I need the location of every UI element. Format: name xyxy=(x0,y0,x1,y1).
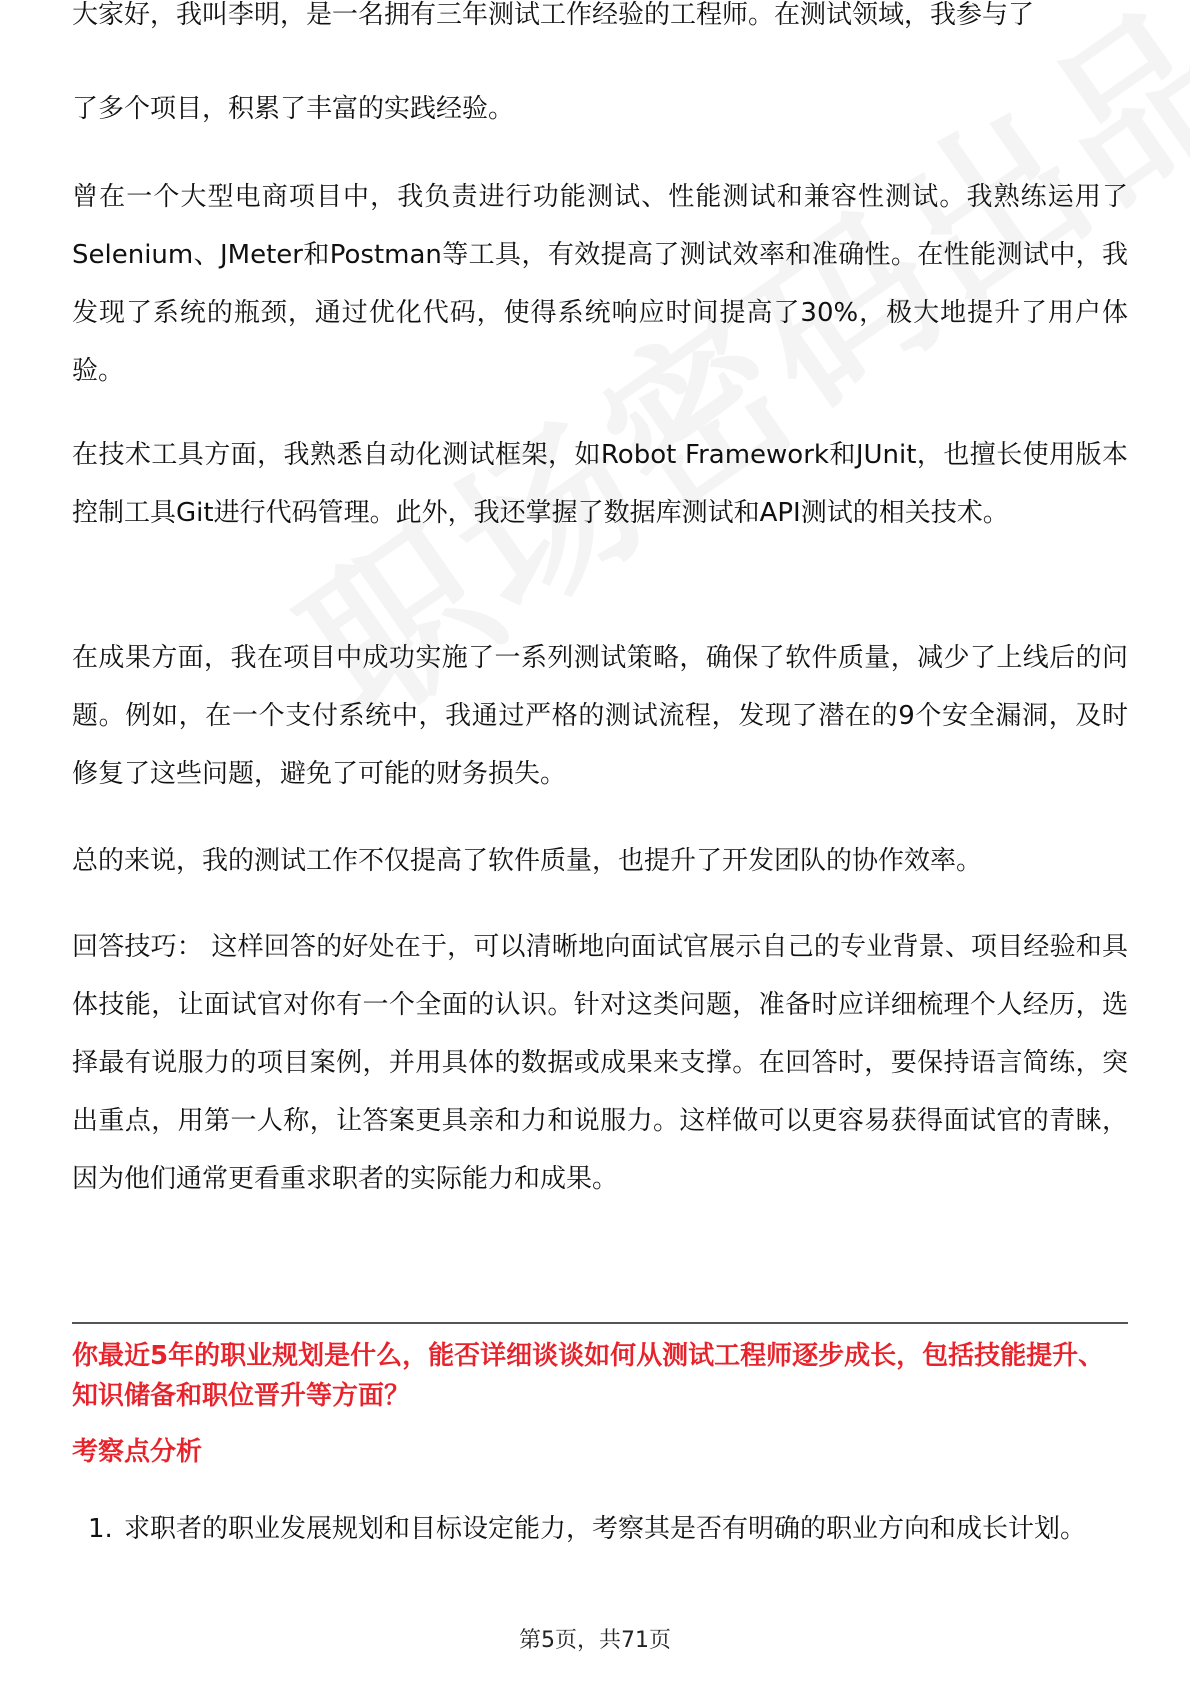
analysis-list xyxy=(72,1500,1128,1558)
page-footer: 第5页，共71页 xyxy=(519,1628,671,1653)
section-divider xyxy=(72,1322,1128,1324)
cut-off-text-line: 大家好，我叫李明，是一名拥有三年测试工作经验的工程师。在测试领域，我参与了 xyxy=(72,0,1035,30)
paragraph-intro-end: 了多个项目，积累了丰富的实践经验。 xyxy=(72,94,515,124)
paragraph-technical-tools: 在技术工具方面，我熟悉自动化测试框架，如Robot Framework和JUnit，也擅长使用版本控制工具Git进行代码管理。此外，我还掌握了数据库测试和API测试的相关技术。 xyxy=(72,440,1128,528)
paragraph-achievements: 在成果方面，我在项目中成功实施了一系列测试策略，确保了软件质量，减少了上线后的问题。例如，在一个支付系统中，我通过严格的测试流程，发现了潜在的9个安全漏洞，及时修复了这些问题，避免了可能的财务损失。 xyxy=(72,643,1128,789)
list-item-number: 1. xyxy=(88,1514,113,1544)
paragraph-summary: 总的来说，我的测试工作不仅提高了软件质量，也提升了开发团队的协作效率。 xyxy=(72,846,983,876)
analysis-section-title: 考察点分析 xyxy=(72,1437,203,1467)
paragraph-ecommerce-project: 曾在一个大型电商项目中，我负责进行功能测试、性能测试和兼容性测试。我熟练运用了Selenium、JMeter和Postman等工具，有效提高了测试效率和准确性。在性能测试中，我发现了系统的瓶颈，通过优化代码，使得系统响应时间提高了30%，极大地提升了用户体验。 xyxy=(72,182,1128,386)
list-item-text: 求职者的职业发展规划和目标设定能力，考察其是否有明确的职业方向和成长计划。 xyxy=(124,1514,1087,1544)
list-item xyxy=(72,1500,1128,1558)
paragraph-answer-tips: 回答技巧： 这样回答的好处在于，可以清晰地向面试官展示自己的专业背景、项目经验和具体技能，让面试官对你有一个全面的认识。针对这类问题，准备时应详细梳理个人经历，选择最有说服力的项目案例，并用具体的数据或成果来支撑。在回答时，要保持语言简练，突出重点，用第一人称，让答案更具亲和力和说服力。这样做可以更容易获得面试官的青睐，因为他们通常更看重求职者的实际能力和成果。 xyxy=(72,932,1128,1194)
question-heading: 你最近5年的职业规划是什么，能否详细谈谈如何从测试工程师逐步成长，包括技能提升、知识储备和职位晋升等方面？ xyxy=(72,1341,1105,1411)
